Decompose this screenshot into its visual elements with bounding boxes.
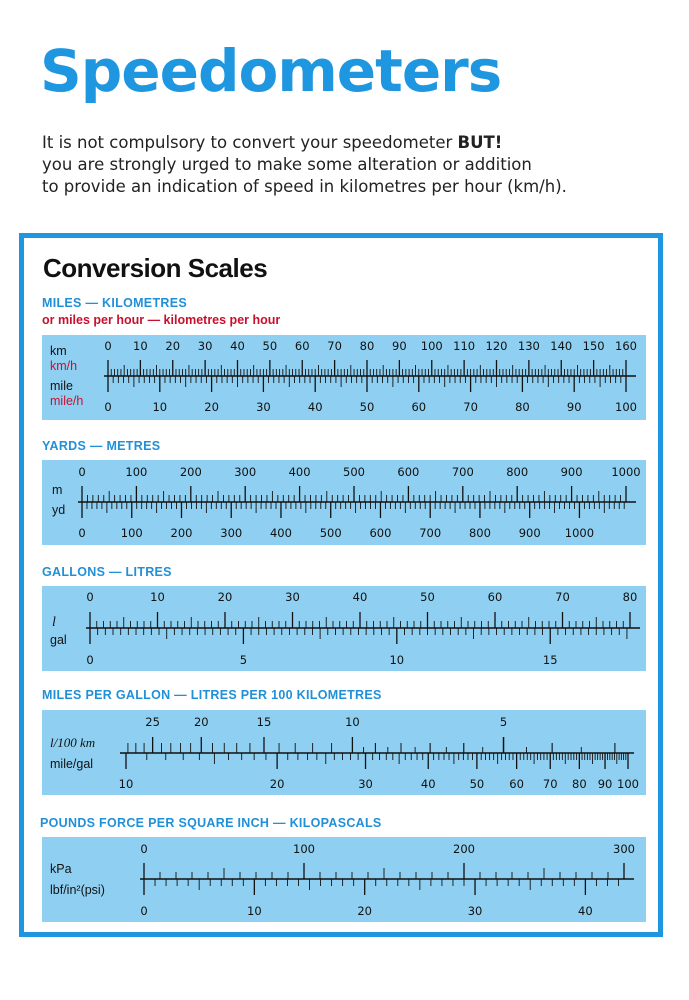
scale-title-yards-metres: YARDS — METRES <box>42 439 161 453</box>
tick-label-top: 130 <box>517 339 540 353</box>
tick-label-bottom: 60 <box>509 777 524 791</box>
tick-label-bottom: 10 <box>152 400 168 414</box>
scale-label-l100km: l/100 km <box>50 735 96 750</box>
tick-label-bottom: 30 <box>467 904 483 918</box>
tick-label-top: 0 <box>86 590 94 604</box>
intro-line-2: you are strongly urged to make some alteration or addition <box>42 155 532 174</box>
scale-title-miles-km: MILES — KILOMETRES <box>42 296 187 310</box>
scale-mpg-l100km <box>42 710 646 795</box>
ruler-yards-metres <box>42 460 646 545</box>
intro-line-3: to provide an indication of speed in kilometres per hour (km/h). <box>42 177 567 196</box>
tick-label-top: 900 <box>560 465 583 479</box>
tick-label-bottom: 80 <box>572 777 587 791</box>
tick-label-top: 800 <box>506 465 529 479</box>
scale-label-kpa: kPa <box>50 862 72 876</box>
ruler-psi-kpa <box>42 837 646 922</box>
tick-label-bottom: 60 <box>411 400 427 414</box>
intro-emphasis: BUT! <box>457 133 503 152</box>
tick-label-top: 700 <box>451 465 474 479</box>
scale-title-psi-kpa: POUNDS FORCE PER SQUARE INCH — KILOPASCALS <box>40 816 382 830</box>
tick-label-bottom: 30 <box>256 400 271 414</box>
tick-label-bottom: 90 <box>566 400 582 414</box>
intro-paragraph <box>42 132 642 198</box>
tick-label-top: 10 <box>345 715 360 729</box>
tick-label-top: 160 <box>615 339 637 353</box>
tick-label-top: 200 <box>453 842 475 856</box>
tick-label-bottom: 90 <box>597 777 613 791</box>
tick-label-bottom: 900 <box>518 526 541 540</box>
tick-label-bottom: 70 <box>542 777 558 791</box>
scale-subtitle-miles-km: or miles per hour — kilometres per hour <box>42 313 281 327</box>
tick-label-bottom: 0 <box>140 904 148 918</box>
tick-label-top: 140 <box>550 339 573 353</box>
tick-label-bottom: 70 <box>463 400 478 414</box>
tick-label-bottom: 10 <box>389 653 405 667</box>
tick-label-bottom: 20 <box>269 777 285 791</box>
tick-label-bottom: 10 <box>247 904 262 918</box>
scale-miles-km <box>42 335 646 420</box>
ruler-mpg-l100km <box>42 710 646 795</box>
tick-label-bottom: 40 <box>578 904 593 918</box>
tick-label-top: 80 <box>359 339 375 353</box>
tick-label-top: 40 <box>230 339 245 353</box>
tick-label-top: 100 <box>293 842 315 856</box>
tick-label-top: 150 <box>582 339 605 353</box>
conversion-scales-title: Conversion Scales <box>43 253 268 283</box>
tick-label-top: 20 <box>165 339 181 353</box>
tick-label-bottom: 700 <box>419 526 442 540</box>
tick-label-bottom: 100 <box>615 400 637 414</box>
scale-gallons-litres <box>42 586 646 671</box>
tick-label-top: 90 <box>392 339 407 353</box>
tick-label-bottom: 500 <box>319 526 342 540</box>
tick-label-top: 80 <box>622 590 638 604</box>
tick-label-top: 10 <box>133 339 148 353</box>
tick-label-bottom: 20 <box>357 904 373 918</box>
scale-label-mileh: mile/h <box>50 394 84 408</box>
ruler-miles-km <box>42 335 646 420</box>
scale-label-milegal: mile/gal <box>50 757 94 771</box>
tick-label-top: 1000 <box>611 465 641 479</box>
tick-label-top: 200 <box>179 465 202 479</box>
tick-label-bottom: 40 <box>420 777 436 791</box>
tick-label-bottom: 80 <box>515 400 530 414</box>
intro-line-1 <box>42 132 642 154</box>
tick-label-bottom: 50 <box>359 400 375 414</box>
tick-label-top: 30 <box>285 590 300 604</box>
tick-label-bottom: 40 <box>307 400 323 414</box>
scale-label-kmh: km/h <box>50 359 78 373</box>
tick-label-top: 600 <box>397 465 420 479</box>
tick-label-bottom: 15 <box>542 653 558 667</box>
tick-label-top: 120 <box>485 339 508 353</box>
tick-label-top: 10 <box>150 590 165 604</box>
tick-label-bottom: 0 <box>78 526 86 540</box>
tick-label-bottom: 20 <box>204 400 219 414</box>
tick-label-top: 50 <box>420 590 435 604</box>
tick-label-bottom: 50 <box>469 777 485 791</box>
tick-label-bottom: 300 <box>220 526 243 540</box>
scale-title-mpg: MILES PER GALLON — LITRES PER 100 KILOMETRES <box>42 688 382 702</box>
tick-label-top: 5 <box>499 715 508 729</box>
tick-label-bottom: 0 <box>104 400 112 414</box>
tick-label-bottom: 100 <box>120 526 143 540</box>
tick-label-bottom: 200 <box>170 526 193 540</box>
tick-label-top: 40 <box>352 590 368 604</box>
ruler-gallons-litres <box>42 586 646 671</box>
tick-label-top: 100 <box>125 465 148 479</box>
intro-line-1-text: It is not compulsory to convert your speedometer <box>42 133 458 152</box>
tick-label-bottom: 10 <box>118 777 134 791</box>
tick-label-top: 20 <box>193 715 209 729</box>
tick-label-top: 70 <box>555 590 570 604</box>
tick-label-top: 70 <box>327 339 342 353</box>
tick-label-top: 0 <box>104 339 112 353</box>
scale-label-m: m <box>52 483 63 497</box>
tick-label-top: 500 <box>343 465 365 479</box>
tick-label-bottom: 800 <box>468 526 491 540</box>
tick-label-top: 30 <box>197 339 213 353</box>
scale-label-psi: lbf/in²(psi) <box>50 883 105 897</box>
tick-label-top: 300 <box>234 465 257 479</box>
scale-yards-metres <box>42 460 646 545</box>
tick-label-top: 25 <box>145 715 160 729</box>
scale-label-mile: mile <box>50 379 73 393</box>
tick-label-top: 400 <box>288 465 311 479</box>
tick-label-top: 15 <box>256 715 272 729</box>
scale-label-km: km <box>50 344 67 358</box>
tick-label-top: 110 <box>453 339 476 353</box>
page-title: Speedometers <box>40 37 502 105</box>
tick-label-bottom: 400 <box>269 526 292 540</box>
tick-label-top: 20 <box>217 590 233 604</box>
scale-label-yd: yd <box>52 503 66 517</box>
scale-title-gallons-litres: GALLONS — LITRES <box>42 565 172 579</box>
tick-label-top: 100 <box>420 339 443 353</box>
tick-label-top: 60 <box>487 590 503 604</box>
scale-label-l: l <box>52 615 56 630</box>
tick-label-bottom: 30 <box>358 777 373 791</box>
tick-label-bottom: 1000 <box>564 526 595 540</box>
tick-label-top: 300 <box>613 842 635 856</box>
scale-psi-kpa <box>42 837 646 922</box>
tick-label-bottom: 600 <box>369 526 392 540</box>
tick-label-top: 0 <box>78 465 86 479</box>
tick-label-top: 0 <box>140 842 148 856</box>
tick-label-top: 60 <box>294 339 310 353</box>
tick-label-bottom: 5 <box>239 653 248 667</box>
tick-label-bottom: 0 <box>86 653 94 667</box>
tick-label-bottom: 100 <box>617 777 639 791</box>
scale-label-gal: gal <box>50 633 67 647</box>
tick-label-top: 50 <box>262 339 278 353</box>
